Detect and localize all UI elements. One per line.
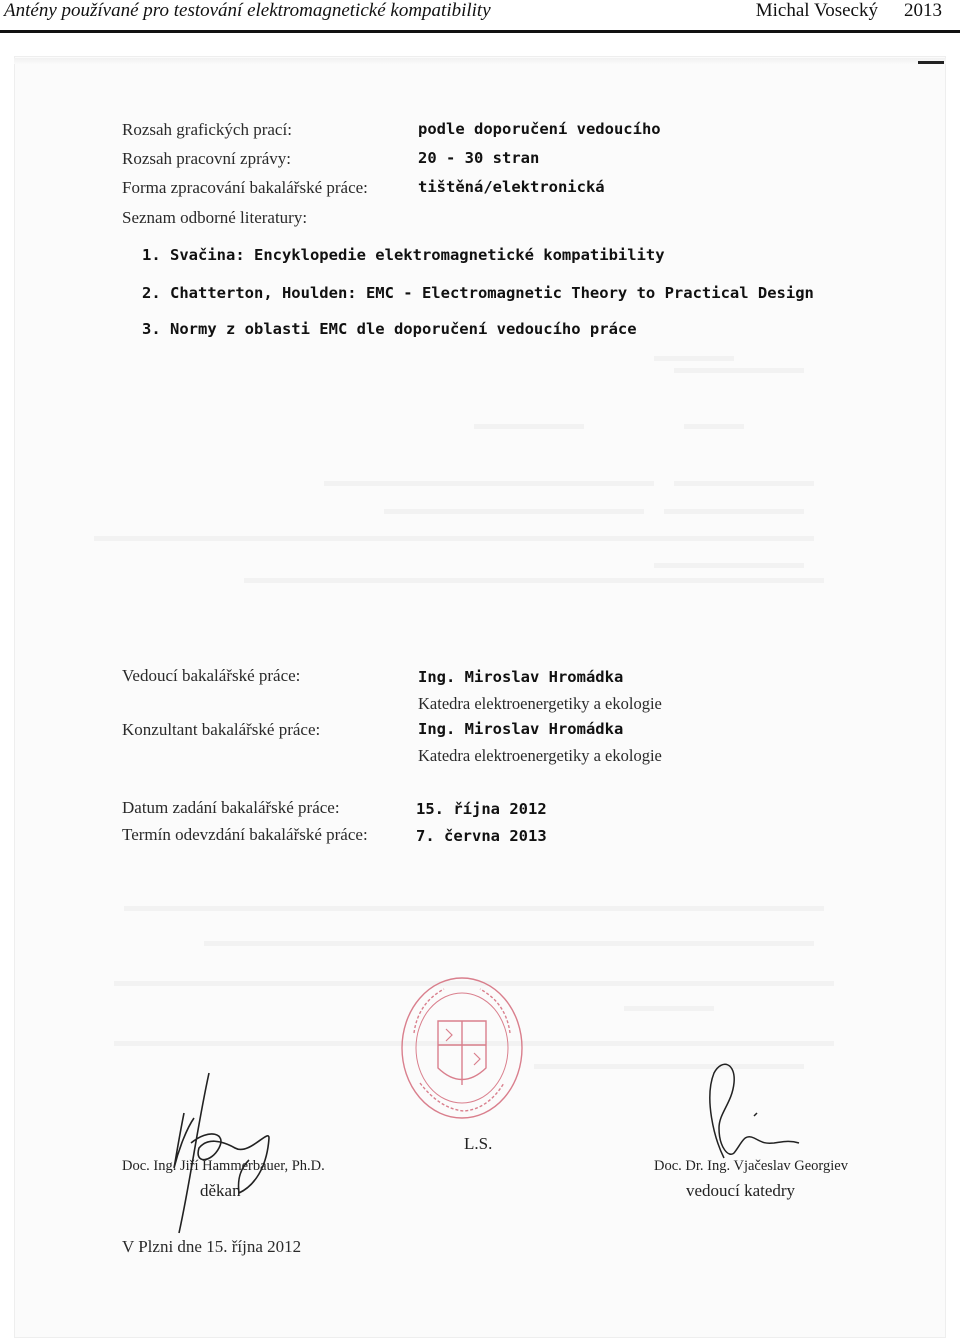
scanned-page bbox=[14, 56, 946, 1338]
graphics-scope-label: Rozsah grafických prací: bbox=[122, 120, 292, 139]
due-date-label: Termín odevzdání bakalářské práce: bbox=[122, 825, 368, 844]
consultant-department: Katedra elektroenergetiky a ekologie bbox=[418, 746, 662, 765]
dean-role: děkan bbox=[200, 1181, 241, 1200]
literature-item-3: 3. Normy z oblasti EMC dle doporučení vedoucího práce bbox=[142, 320, 637, 338]
consultant-label: Konzultant bakalářské práce: bbox=[122, 720, 321, 739]
consultant-name: Ing. Miroslav Hromádka bbox=[418, 720, 624, 738]
literature-item-1: 1. Svačina: Encyklopedie elektromagnetické kompatibility bbox=[142, 246, 665, 264]
graphics-scope-value: podle doporučení vedoucího bbox=[418, 120, 661, 138]
head-of-department-signature bbox=[674, 1058, 804, 1168]
place-and-date: V Plzni dne 15. října 2012 bbox=[122, 1237, 302, 1256]
head-of-department-role: vedoucí katedry bbox=[686, 1181, 796, 1200]
supervisor-department: Katedra elektroenergetiky a ekologie bbox=[418, 694, 662, 713]
supervisor-name: Ing. Miroslav Hromádka bbox=[418, 668, 624, 686]
form-label: Forma zpracování bakalářské práce: bbox=[122, 178, 368, 197]
report-scope-value: 20 - 30 stran bbox=[418, 149, 540, 167]
header-meta bbox=[756, 0, 942, 22]
author-name: Michal Vosecký bbox=[755, 0, 878, 21]
assigned-date-label: Datum zadání bakalářské práce: bbox=[122, 798, 340, 817]
locus-sigilli: L.S. bbox=[464, 1134, 493, 1153]
dean-name: Doc. Ing. Jiří Hammerbauer, Ph.D. bbox=[122, 1158, 325, 1174]
university-seal bbox=[398, 973, 526, 1123]
head-of-department-name: Doc. Dr. Ing. Vjačeslav Georgiev bbox=[654, 1158, 848, 1174]
assigned-date-value: 15. října 2012 bbox=[416, 800, 547, 818]
form-value: tištěná/elektronická bbox=[418, 178, 605, 196]
literature-item-2: 2. Chatterton, Houlden: EMC - Electromagnetic Theory to Practical Design bbox=[142, 284, 814, 302]
year: 2013 bbox=[904, 0, 942, 21]
due-date-value: 7. června 2013 bbox=[416, 827, 547, 845]
page-header bbox=[0, 0, 960, 33]
supervisor-label: Vedoucí bakalářské práce: bbox=[122, 666, 301, 685]
form-row bbox=[122, 178, 368, 198]
report-scope-row bbox=[122, 149, 291, 169]
literature-heading: Seznam odborné literatury: bbox=[122, 208, 308, 227]
graphics-scope-row bbox=[122, 120, 292, 140]
dean-signature bbox=[139, 1068, 289, 1238]
document-title: Antény používané pro testování elektromagnetické kompatibility bbox=[4, 0, 491, 21]
report-scope-label: Rozsah pracovní zprávy: bbox=[122, 149, 291, 168]
